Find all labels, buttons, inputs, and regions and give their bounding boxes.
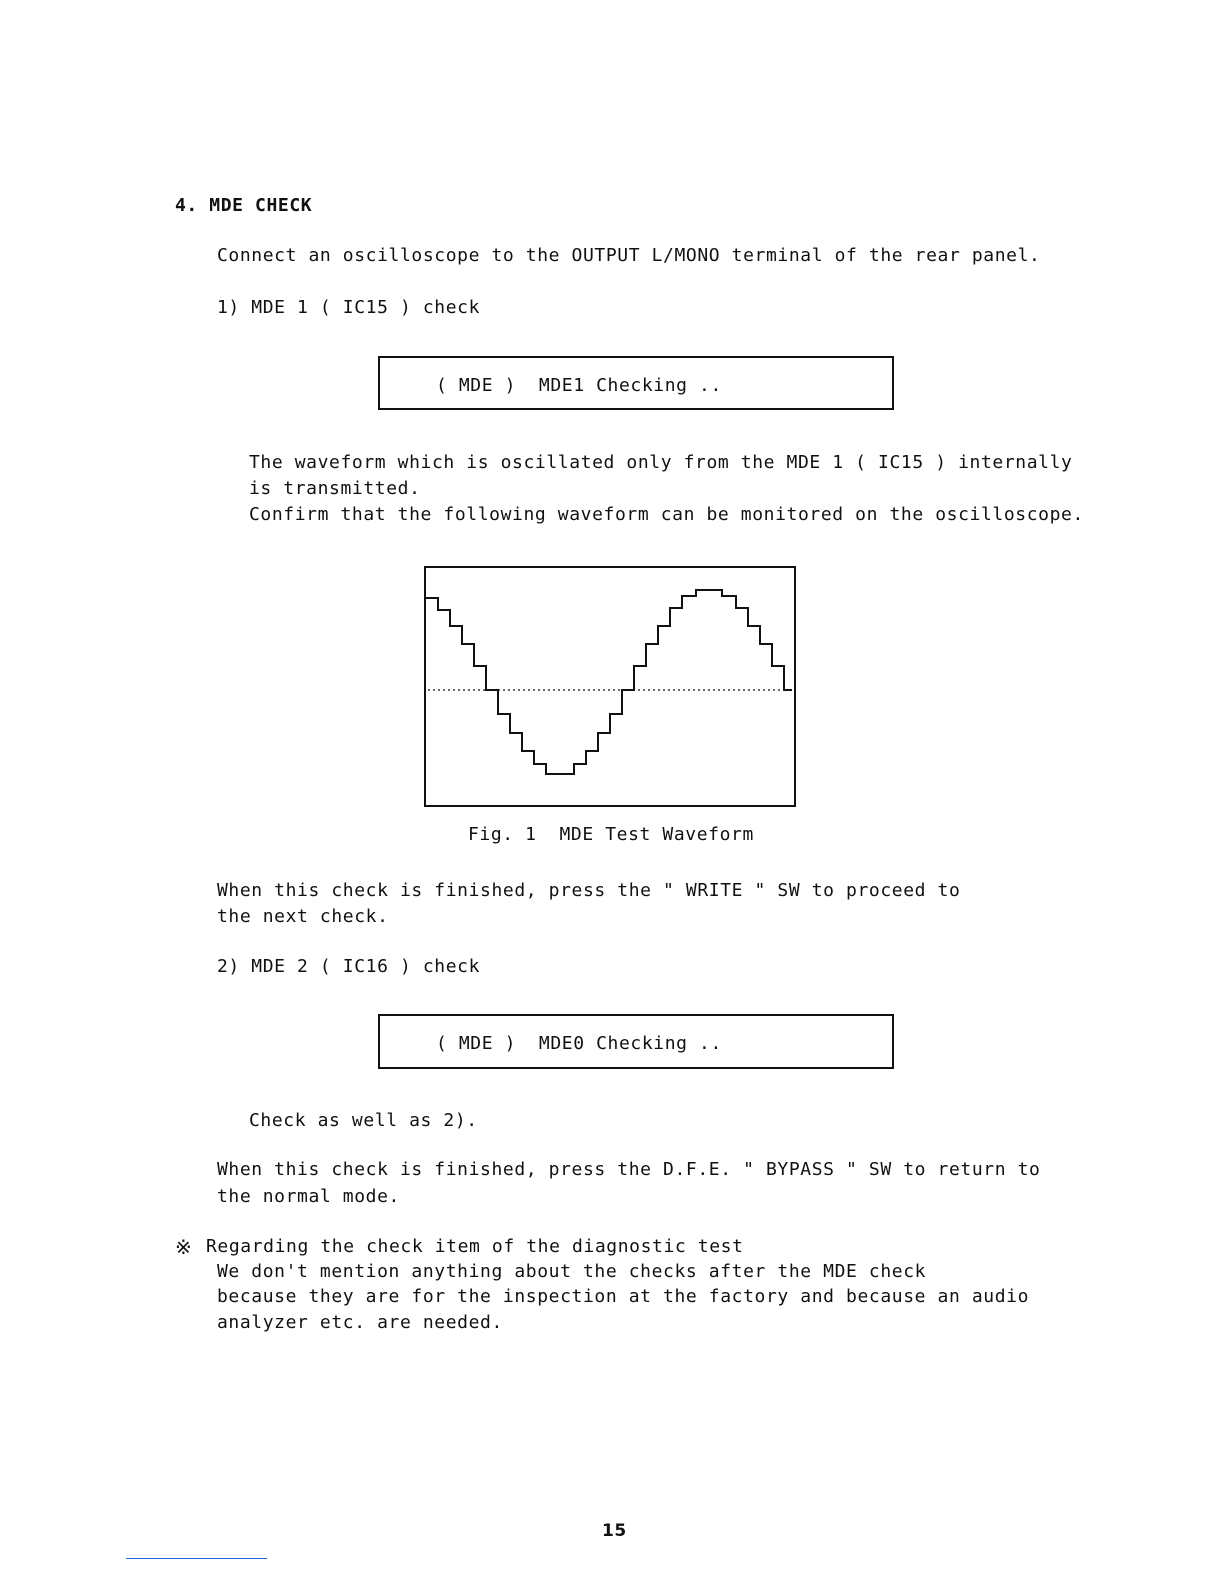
step1-finish-line2: the next check. (217, 906, 389, 927)
step2-finish-line2: the normal mode. (217, 1186, 400, 1207)
step2-title: 2) MDE 2 ( IC16 ) check (217, 956, 481, 977)
reference-mark-icon: ※ (175, 1235, 193, 1259)
step2-note: Check as well as 2). (249, 1110, 478, 1131)
step2-finish-line1: When this check is finished, press the D.F.E. " BYPASS " SW to return to (217, 1159, 1041, 1180)
step1-desc-line3: Confirm that the following waveform can be monitored on the oscilloscope. (249, 504, 1084, 525)
step2-display-box (378, 1014, 894, 1069)
waveform-plot (426, 568, 794, 805)
step1-finish-line1: When this check is finished, press the " WRITE " SW to proceed to (217, 880, 961, 901)
remark-title: Regarding the check item of the diagnostic test (206, 1236, 744, 1257)
step1-desc-line2: is transmitted. (249, 478, 421, 499)
remark-line3: analyzer etc. are needed. (217, 1312, 503, 1333)
section-heading: 4. MDE CHECK (175, 195, 313, 216)
remark-line1: We don't mention anything about the checks after the MDE check (217, 1261, 927, 1282)
intro-text: Connect an oscilloscope to the OUTPUT L/MONO terminal of the rear panel. (217, 245, 1041, 266)
waveform-figure (424, 566, 796, 807)
footer-rule (126, 1558, 267, 1559)
step1-display-text: ( MDE ) MDE1 Checking .. (436, 375, 722, 396)
page-number: 15 (602, 1521, 627, 1541)
step1-desc-line1: The waveform which is oscillated only from the MDE 1 ( IC15 ) internally (249, 452, 1073, 473)
stepped-sine-wave (426, 590, 792, 774)
figure-caption: Fig. 1 MDE Test Waveform (468, 824, 754, 845)
step1-display-box (378, 356, 894, 410)
remark-line2: because they are for the inspection at the factory and because an audio (217, 1286, 1030, 1307)
step2-display-text: ( MDE ) MDE0 Checking .. (436, 1033, 722, 1054)
step1-title: 1) MDE 1 ( IC15 ) check (217, 297, 481, 318)
